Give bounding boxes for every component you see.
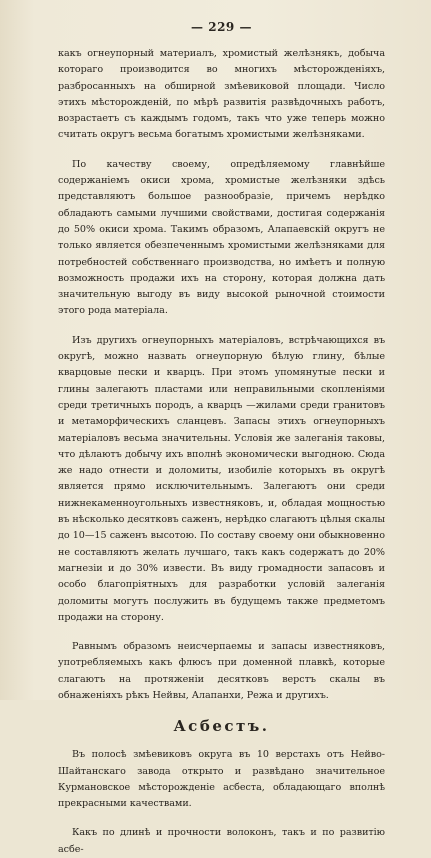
paragraph: какъ огнеупорный материалъ, хромистый желѣзнякъ, добыча котораго производится во многихъ мѣсторожденіяхъ, разбросанныхъ на обширной змѣевиковой площади. Число этихъ мѣсторожденій, по мѣрѣ развитія развѣдочныхъ работъ, возрастаетъ съ каждымъ годомъ, такъ что уже теперь можно считать округъ весьма богатымъ хромистыми желѣзняками. [58,48,385,141]
paragraph: Равнымъ образомъ неисчерпаемы и запасы известняковъ, употребляемыхъ какъ флюсъ при доменной плавкѣ, которые слагаютъ на протяженіи десятковъ верстъ скалы въ обнаженіяхъ рѣкъ Нейвы, Алапанхи, Режа и другихъ. [58,641,385,701]
page-number: — 229 — [191,20,252,34]
paragraph: Изъ другихъ огнеупорныхъ матеріаловъ, встрѣчающихся въ округѣ, можно назвать огнеупорную бѣлую глину, бѣлые кварцовые пески и кварцъ. При этомъ упомянутые пески и глины залегаютъ пластами или неправильными скопленіями среди третичныхъ породъ, а кварцъ —жилами среди гранитовъ и метаморфическихъ сланцевъ. Запасы этихъ огнеупорныхъ матеріаловъ весьма значительны. Условія же залеганія таковы, что дѣлаютъ добычу ихъ вполнѣ экономически выгодною. Сюда же надо отнести и доломиты, изобиліе которыхъ въ округѣ является прямо исключительнымъ. Залегаютъ они среди нижнекаменноугольныхъ известняковъ, и, обладая мощностью въ нѣсколько десятковъ саженъ, нерѣдко слагаютъ цѣлыя скалы до 10—15 саженъ высотою. По составу своему они обыкновенно не составляютъ желать лучшаго, такъ какъ содержатъ до 20% магнезіи и до 30% извести. Въ виду громадности запасовъ и особо благопріятныхъ для разработки условій залеганія доломиты могутъ послужить въ будущемъ также предметомъ продажи на сторону. [58,334,385,623]
paragraph: Въ полосѣ змѣевиковъ округа въ 10 верстахъ отъ Нейво-Шайтанскаго завода открыто и развѣдано значительное Курмановское мѣсторожденіе асбеста, обладающаго вполнѣ прекрасными качествами. [58,749,385,810]
section-heading: Асбестъ. [173,717,270,736]
paragraph: По качеству своему, опредѣляемому главнѣйше содержаніемъ окиси хрома, хромистые желѣзняки здѣсь представляютъ большое разнообразіе, причемъ нерѣдко обладаютъ самыми лучшими свойствами, достигая содержанія до 50% окиси хрома. Такимъ образомъ, Алапаевскій округъ не только является обезпеченнымъ хромистыми желѣзняками для потребностей собственнаго производства, но имѣетъ и полную возможность продажи ихъ на сторону, которая должна дать значительную выгоду въ виду высокой рыночной стоимости этого рода матеріала. [58,158,385,317]
paragraph: Какъ по длинѣ и прочности волоконъ, такъ и по развитію асбе- [58,827,385,855]
